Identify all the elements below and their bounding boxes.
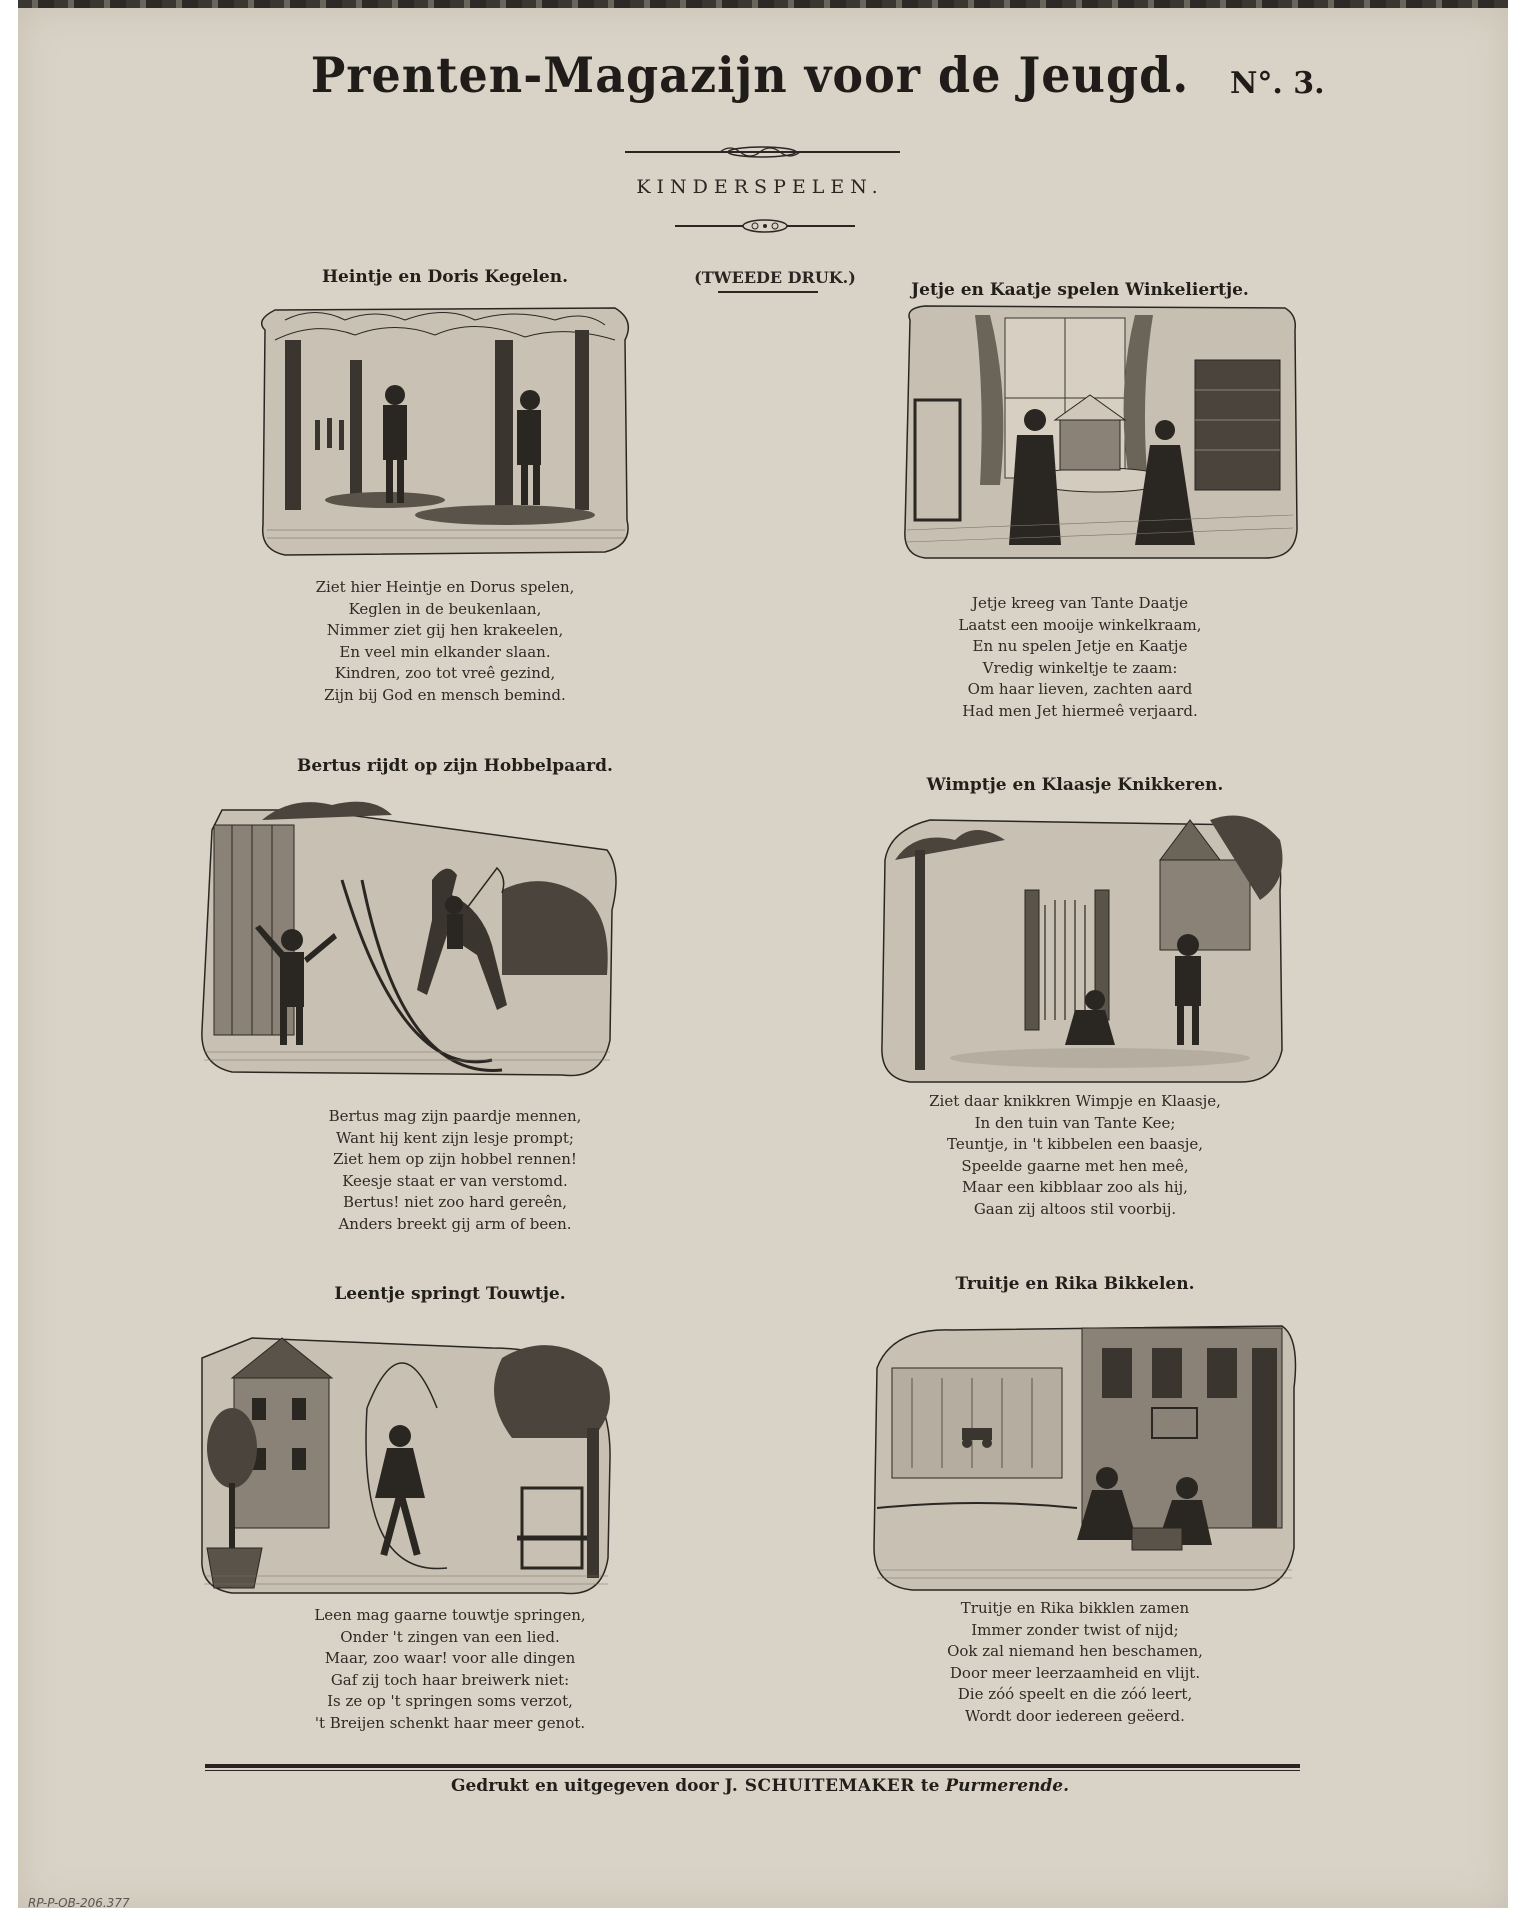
engraving-winkeliertje — [895, 300, 1300, 565]
verse-line: Gaan zij altoos stil voorbij. — [973, 1199, 1177, 1218]
verse-line: Ziet hem op zijn hobbel rennen! — [333, 1150, 577, 1168]
verse-line: Anders breekt gij arm of been. — [338, 1214, 572, 1233]
panel-title-winkeliertje: Jetje en Kaatje spelen Winkeliertje. — [911, 280, 1249, 300]
footer-rule-thin — [205, 1770, 1300, 1771]
engraving-bikkelen — [862, 1308, 1302, 1598]
title-ornament-rule — [625, 140, 900, 164]
panel-title-touwtje: Leentje springt Touwtje. — [334, 1284, 566, 1304]
verse-line: Want hij kent zijn lesje prompt; — [336, 1128, 574, 1147]
engraving-kegelen — [255, 300, 635, 560]
verse-line: En veel min elkander slaan. — [339, 642, 551, 661]
verse-line: Leen mag gaarne touwtje springen, — [314, 1606, 586, 1624]
subtitle-ornament-rule — [675, 216, 855, 236]
imprint-connector: te — [920, 1776, 940, 1796]
inventory-number-note: RP-P-OB-206.377 — [28, 1896, 130, 1910]
printer-town: Purmerende. — [945, 1776, 1070, 1796]
section-subtitle: KINDERSPELEN. — [636, 176, 884, 198]
issue-number: N°. 3. — [1230, 66, 1325, 101]
verse-line: Is ze op 't springen soms verzot, — [327, 1692, 573, 1710]
page-title: Prenten-Magazijn voor de Jeugd. — [310, 46, 1190, 104]
verse-winkeliertje — [820, 593, 1340, 722]
verse-line: Kindren, zoo tot vreê gezind, — [334, 664, 556, 682]
verse-bikkelen — [815, 1598, 1335, 1727]
imprint-prefix: Gedrukt en uitgegeven door — [450, 1776, 719, 1796]
verse-touwtje — [190, 1605, 710, 1734]
verse-line: Bertus! niet zoo hard gereên, — [342, 1193, 568, 1211]
verse-line: Had men Jet hiermeê verjaard. — [962, 701, 1198, 720]
edition-underline — [718, 291, 818, 293]
verse-line: Teuntje, in 't kibbelen een baasje, — [946, 1135, 1203, 1153]
verse-kegelen — [185, 577, 705, 706]
verse-line: Keesje staat er van verstomd. — [342, 1171, 568, 1190]
verse-line: Wordt door iedereen geëerd. — [965, 1706, 1185, 1725]
verse-line: Maar, zoo waar! voor alle dingen — [324, 1649, 576, 1667]
engraving-hobbelpaard — [192, 790, 627, 1090]
verse-line: Vredig winkeltje te zaam: — [982, 658, 1178, 677]
verse-line: Bertus mag zijn paardje mennen, — [328, 1107, 582, 1125]
panel-title-bikkelen: Truitje en Rika Bikkelen. — [955, 1274, 1195, 1294]
panel-title-kegelen: Heintje en Doris Kegelen. — [322, 267, 568, 287]
verse-line: Om haar lieven, zachten aard — [967, 680, 1193, 698]
verse-line: Gaf zij toch haar breiwerk niet: — [330, 1670, 570, 1689]
verse-line: Onder 't zingen van een lied. — [340, 1627, 560, 1646]
panel-title-knikkeren: Wimptje en Klaasje Knikkeren. — [926, 775, 1224, 795]
verse-line: 't Breijen schenkt haar meer genot. — [314, 1713, 586, 1732]
verse-line: Maar een kibblaar zoo als hij, — [962, 1178, 1188, 1196]
verse-line: En nu spelen Jetje en Kaatje — [972, 637, 1188, 655]
verse-line: Nimmer ziet gij hen krakeelen, — [326, 621, 564, 639]
engraving-knikkeren — [870, 800, 1295, 1090]
printer-name: J. SCHUITEMAKER — [724, 1776, 915, 1796]
verse-line: Die zóó speelt en die zóó leert, — [957, 1685, 1193, 1703]
edition-label: (TWEEDE DRUK.) — [694, 268, 856, 287]
footer-rule-thick — [205, 1764, 1300, 1768]
printer-imprint — [300, 1776, 1220, 1796]
verse-line: Zijn bij God en mensch bemind. — [324, 685, 566, 704]
verse-line: In den tuin van Tante Kee; — [974, 1113, 1176, 1132]
verse-line: Truitje en Rika bikklen zamen — [960, 1599, 1190, 1617]
verse-line: Laatst een mooije winkelkraam, — [958, 615, 1202, 634]
verse-line: Jetje kreeg van Tante Daatje — [971, 594, 1189, 612]
verse-knikkeren — [815, 1091, 1335, 1220]
verse-line: Keglen in de beukenlaan, — [348, 599, 542, 618]
verse-line: Immer zonder twist of nijd; — [971, 1620, 1179, 1639]
engraving-touwtje — [192, 1318, 622, 1608]
panel-title-hobbelpaard: Bertus rijdt op zijn Hobbelpaard. — [297, 756, 613, 776]
verse-line: Door meer leerzaamheid en vlijt. — [949, 1663, 1201, 1682]
verse-line: Ook zal niemand hen beschamen, — [947, 1642, 1203, 1660]
verse-line: Speelde gaarne met hen meê, — [961, 1156, 1189, 1175]
verse-line: Ziet hier Heintje en Dorus spelen, — [315, 578, 575, 596]
verse-hobbelpaard — [195, 1106, 715, 1235]
verse-line: Ziet daar knikkren Wimpje en Klaasje, — [929, 1092, 1221, 1110]
